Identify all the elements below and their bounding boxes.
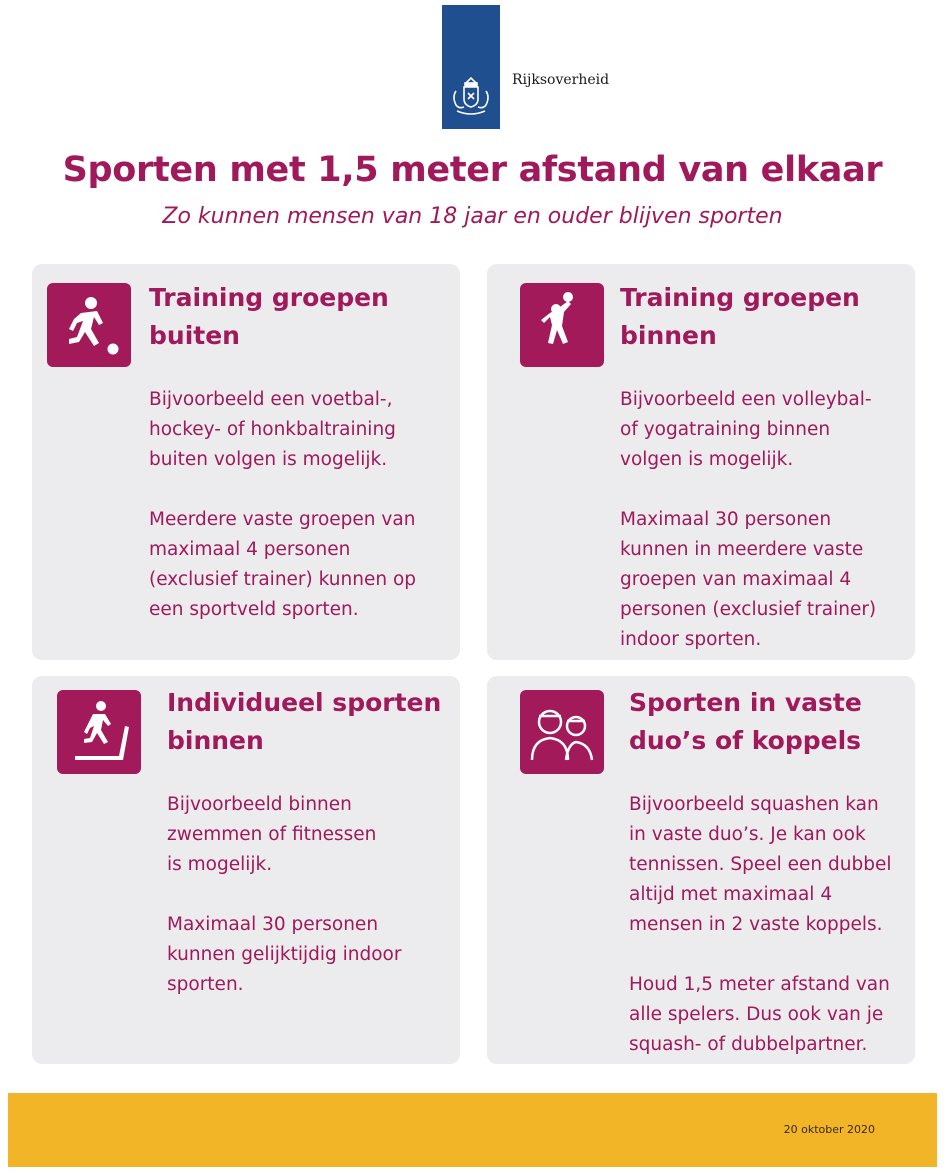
card-paragraph: Bijvoorbeeld binnen zwemmen of fitnessen is mogelijk. (167, 794, 377, 875)
card-body (167, 790, 401, 1000)
card-paragraph: Bijvoorbeeld een volleybal- of yogatraining binnen volgen is mogelijk. (620, 389, 872, 470)
card-paragraph: Meerdere vaste groepen van maximaal 4 personen (exclusief trainer) kunnen op een sportveld sporten. (149, 509, 417, 620)
card-paragraph: Maximaal 30 personen kunnen gelijktijdig indoor sporten. (167, 914, 402, 995)
card-body (149, 385, 416, 625)
card-paragraph: Bijvoorbeeld een voetbal-, hockey- of honkbaltraining buiten volgen is mogelijk. (149, 389, 396, 470)
footer-bar (8, 1093, 937, 1167)
card-paragraph: Houd 1,5 meter afstand van alle spelers. Dus ook van je squash- of dubbelpartner. (629, 974, 890, 1055)
card-body (620, 385, 876, 655)
card-paragraph: Maximaal 30 personen kunnen in meerdere vaste groepen van maximaal 4 personen (exclusief trainer) indoor sporten. (620, 509, 877, 650)
volleyball-player-icon (520, 283, 604, 367)
card-fixed-duos (487, 676, 915, 1064)
card-training-indoor (487, 264, 915, 660)
card-heading: Individueel sporten binnen (167, 688, 442, 755)
logo-text: Rijksoverheid (512, 72, 610, 88)
publication-date: 20 oktober 2020 (783, 1123, 875, 1136)
rijksoverheid-logo (442, 5, 500, 129)
card-paragraph: Bijvoorbeeld squashen kan in vaste duo’s. Je kan ook tennissen. Speel een dubbel altijd met maximaal 4 mensen in 2 vaste koppels. (629, 794, 892, 935)
soccer-player-icon (47, 283, 131, 367)
card-heading: Training groepen buiten (149, 283, 389, 350)
card-training-outdoor (32, 264, 460, 660)
card-heading: Training groepen binnen (620, 283, 860, 350)
duo-players-icon (520, 690, 604, 774)
treadmill-runner-icon (57, 690, 141, 774)
coat-of-arms-icon (448, 73, 494, 119)
page-title: Sporten met 1,5 meter afstand van elkaar (62, 150, 883, 190)
card-heading: Sporten in vaste duo’s of koppels (629, 688, 862, 755)
card-body (629, 790, 892, 1060)
card-individual-indoor (32, 676, 460, 1064)
page-subtitle: Zo kunnen mensen van 18 jaar en ouder blijven sporten (162, 204, 783, 229)
